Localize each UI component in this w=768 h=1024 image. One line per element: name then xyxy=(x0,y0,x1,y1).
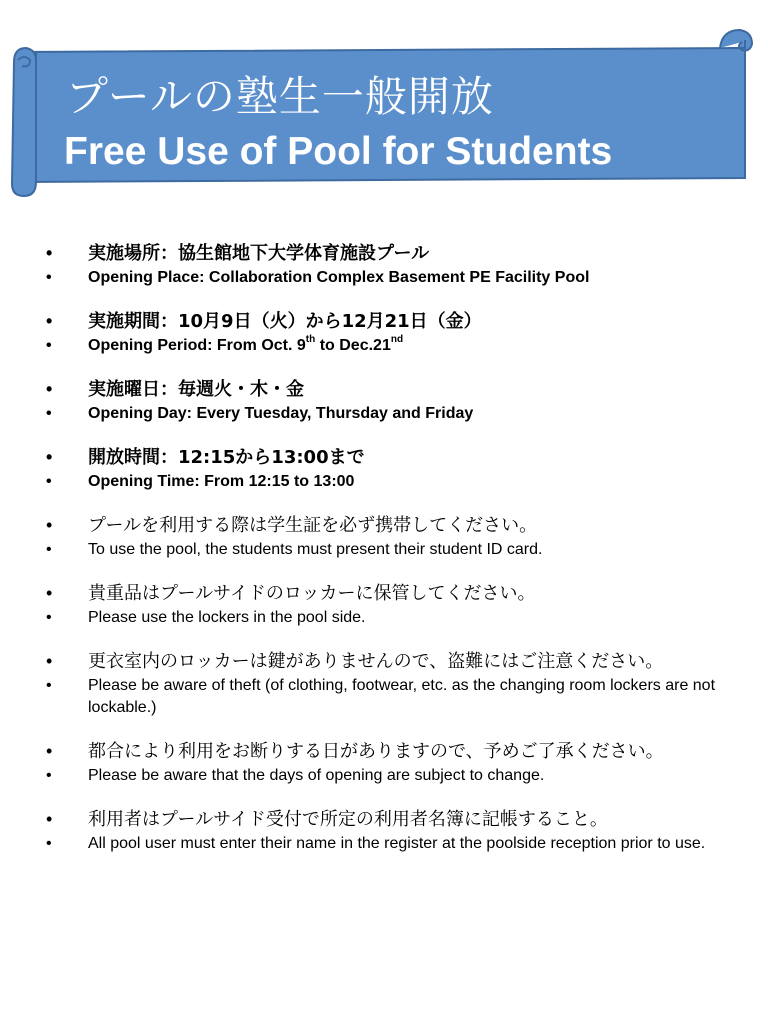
bullet-icon: • xyxy=(46,243,53,263)
list-item xyxy=(0,539,768,561)
bullet-icon: • xyxy=(46,583,53,603)
valuables-group xyxy=(0,580,768,629)
list-item xyxy=(0,738,768,765)
list-item xyxy=(0,471,768,493)
opening-period-en-part1: Opening Period: From Oct. 9 xyxy=(88,337,306,354)
list-item xyxy=(0,267,768,289)
bullet-icon: • xyxy=(46,677,52,694)
opening-period-ja: 実施期間：10月9日（火）から12月21日（金） xyxy=(88,311,482,332)
list-item xyxy=(0,580,768,607)
opening-time-en: Opening Time: From 12:15 to 13:00 xyxy=(88,473,355,490)
schedule-change-ja: 都合により利用をお断りする日がありますので、予めご了承ください。 xyxy=(88,741,664,762)
schedule-change-en: Please be aware that the days of opening are subject to change. xyxy=(88,767,545,784)
bullet-icon: • xyxy=(46,473,52,490)
opening-day-ja: 実施曜日：毎週火・木・金 xyxy=(88,379,304,400)
title-banner xyxy=(0,0,768,210)
valuables-en: Please use the lockers in the pool side. xyxy=(88,609,366,626)
bullet-icon: • xyxy=(46,541,52,558)
list-item xyxy=(0,675,768,719)
bullet-icon: • xyxy=(46,405,52,422)
list-item xyxy=(0,806,768,833)
bullet-icon: • xyxy=(46,609,52,626)
student-id-group xyxy=(0,512,768,561)
opening-place-ja: 実施場所：協生館地下大学体育施設プール xyxy=(88,243,430,264)
opening-day-group xyxy=(0,376,768,425)
ordinal-suffix: nd xyxy=(390,333,404,345)
list-item xyxy=(0,765,768,787)
bullet-icon: • xyxy=(46,741,53,761)
list-item xyxy=(0,833,768,855)
bullet-icon: • xyxy=(46,337,52,354)
bullet-icon: • xyxy=(46,809,53,829)
page-title-english: Free Use of Pool for Students xyxy=(64,130,613,173)
opening-period-en xyxy=(88,335,768,357)
theft-ja: 更衣室内のロッカーは鍵がありませんので、盗難にはご注意ください。 xyxy=(88,651,664,672)
list-item xyxy=(0,308,768,335)
list-item xyxy=(0,648,768,675)
opening-place-en: Opening Place: Collaboration Complex Basement PE Facility Pool xyxy=(88,269,590,286)
bullet-icon: • xyxy=(46,651,53,671)
bullet-icon: • xyxy=(46,835,52,852)
bullet-icon: • xyxy=(46,379,53,399)
list-item xyxy=(0,335,768,357)
ordinal-suffix: th xyxy=(305,333,316,345)
student-id-ja: プールを利用する際は学生証を必ず携帯してください。 xyxy=(88,515,538,536)
bullet-icon: • xyxy=(46,269,52,286)
schedule-change-group xyxy=(0,738,768,787)
list-item xyxy=(0,512,768,539)
theft-en: Please be aware of theft (of clothing, footwear, etc. as the changing room lockers are not lockable.) xyxy=(88,677,716,716)
opening-time-group xyxy=(0,444,768,493)
opening-period-group xyxy=(0,308,768,357)
opening-period-en-part2: to Dec.21 xyxy=(315,337,391,354)
list-item xyxy=(0,240,768,267)
valuables-ja: 貴重品はプールサイドのロッカーに保管してください。 xyxy=(88,583,536,604)
bullet-icon: • xyxy=(46,767,52,784)
bullet-icon: • xyxy=(46,447,53,467)
opening-day-en: Opening Day: Every Tuesday, Thursday and Friday xyxy=(88,405,474,422)
register-en: All pool user must enter their name in the register at the poolside reception prior to use. xyxy=(88,835,706,852)
student-id-en: To use the pool, the students must present their student ID card. xyxy=(88,541,543,558)
page-title-japanese: プールの塾生一般開放 xyxy=(66,72,494,121)
register-group xyxy=(0,806,768,855)
bullet-icon: • xyxy=(46,311,53,331)
register-ja: 利用者はプールサイド受付で所定の利用者名簿に記帳すること。 xyxy=(88,809,608,830)
opening-time-ja: 開放時間：12:15から13:00まで xyxy=(88,447,365,468)
notice-list xyxy=(0,240,768,874)
bullet-icon: • xyxy=(46,515,53,535)
list-item xyxy=(0,403,768,425)
list-item xyxy=(0,607,768,629)
list-item xyxy=(0,376,768,403)
list-item xyxy=(0,444,768,471)
opening-place-group xyxy=(0,240,768,289)
theft-group xyxy=(0,648,768,719)
